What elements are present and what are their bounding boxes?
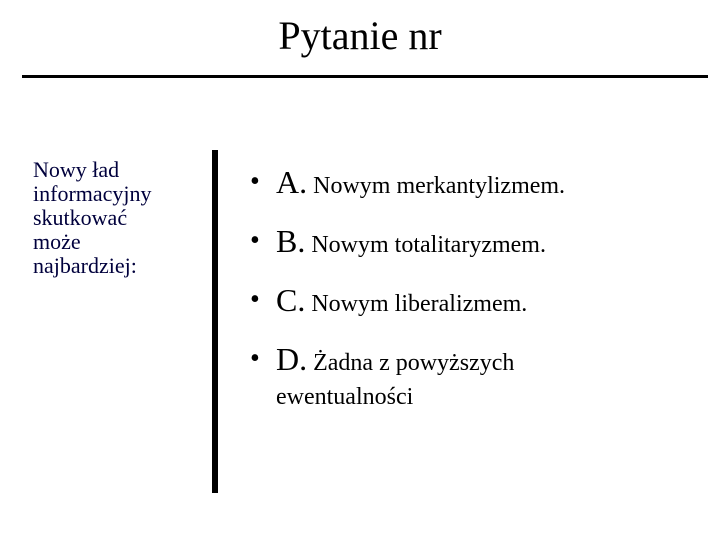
question-text	[33, 158, 203, 278]
question-line: może	[33, 229, 81, 254]
answer-text: Żadna z powyższych	[313, 350, 515, 376]
vertical-divider	[212, 150, 218, 493]
answer-text: Nowym liberalizmem.	[311, 291, 528, 317]
answer-option-d	[250, 339, 710, 411]
bullet-icon: •	[250, 343, 260, 374]
question-line: informacyjny	[33, 181, 152, 206]
answer-letter: C.	[276, 282, 306, 318]
bullet-icon: •	[250, 284, 260, 315]
answer-letter: B.	[276, 223, 306, 259]
answer-letter: D.	[276, 341, 308, 377]
slide-title: Pytanie nr	[278, 13, 442, 58]
bullet-icon: •	[250, 166, 260, 197]
question-line: skutkować	[33, 205, 128, 230]
question-line: Nowy ład	[33, 157, 120, 182]
answer-text-continuation: ewentualności	[276, 384, 414, 410]
question-line: najbardziej:	[33, 253, 137, 278]
answer-option-a	[250, 162, 710, 206]
answer-option-b	[250, 221, 710, 265]
answer-option-c	[250, 280, 710, 324]
answer-text: Nowym totalitaryzmem.	[311, 232, 546, 258]
answer-letter: A.	[276, 164, 308, 200]
answer-text: Nowym merkantylizmem.	[313, 173, 566, 199]
bullet-icon: •	[250, 225, 260, 256]
title-divider	[22, 75, 708, 78]
answer-list	[250, 162, 710, 426]
